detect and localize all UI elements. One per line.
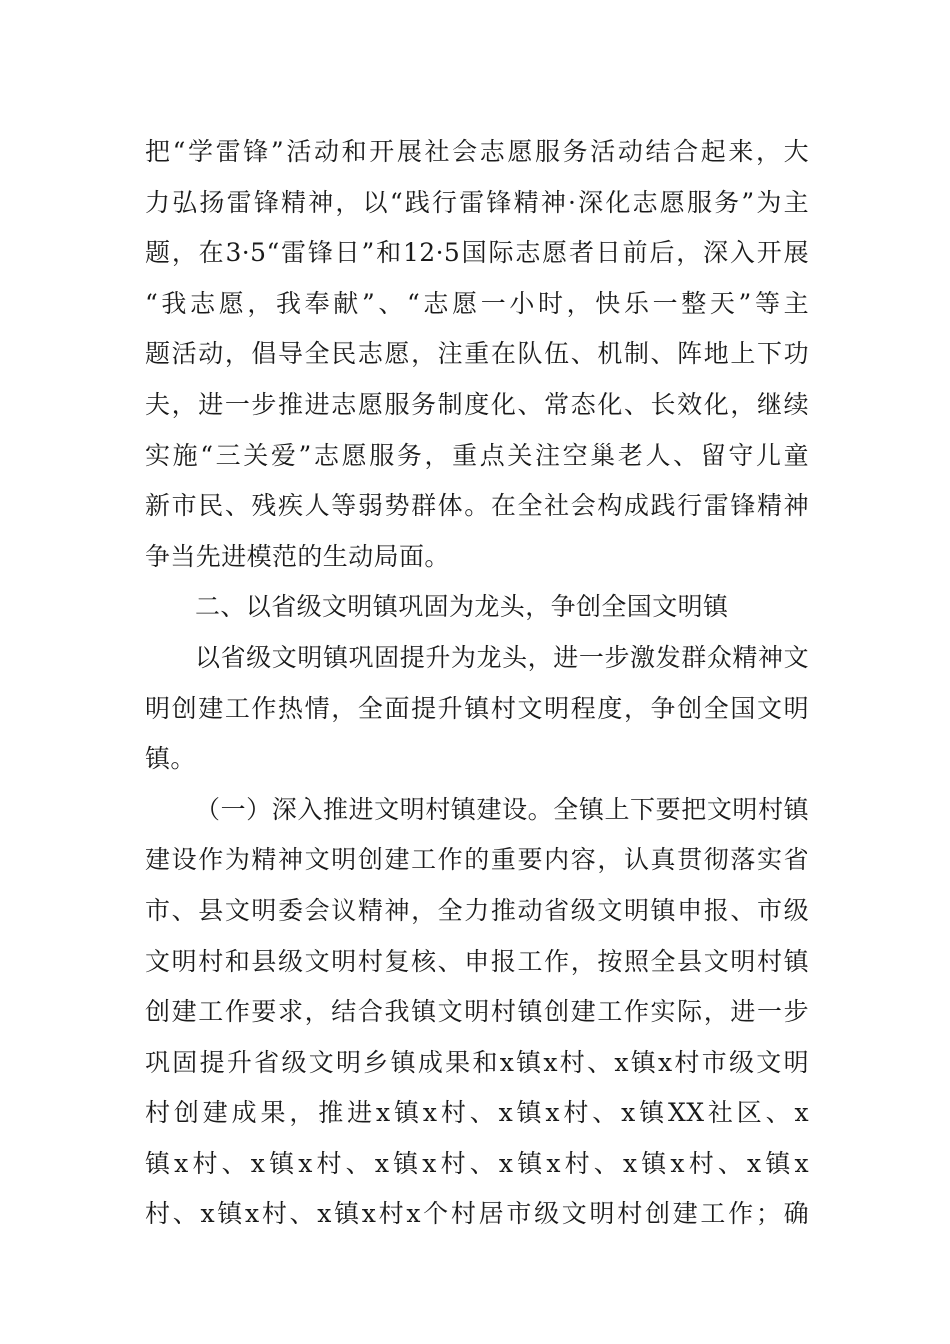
section-heading [145, 582, 809, 633]
text-line: 题，在3·5“雷锋日”和12·5国际志愿者日前后，深入开展 [145, 238, 809, 268]
text-line: 明创建工作热情，全面提升镇村文明程度，争创全国文明 [145, 693, 809, 723]
text-line: 新市民、残疾人等弱势群体。在全社会构成践行雷锋精神 [145, 491, 809, 521]
text-line: 以省级文明镇巩固提升为龙头，进一步激发群众精神文 [195, 642, 809, 672]
text-line: 镇。 [145, 744, 196, 774]
text-line: 力弘扬雷锋精神，以“践行雷锋精神·深化志愿服务”为主 [145, 187, 809, 217]
paragraph-village-town-construction [145, 785, 809, 1240]
text-line: 文明村和县级文明村复核、申报工作，按照全县文明村镇 [145, 946, 809, 976]
text-line: 实施“三关爱”志愿服务，重点关注空巢老人、留守儿童 [145, 440, 809, 470]
text-line: 巩固提升省级文明乡镇成果和x镇x村、x镇x村市级文明 [145, 1047, 809, 1077]
text-line: 建设作为精神文明创建工作的重要内容，认真贯彻落实省 [145, 845, 809, 875]
text-line: 镇x村、x镇x村、x镇x村、x镇x村、x镇x村、x镇x [145, 1148, 809, 1178]
text-line: “我志愿，我奉献”、“志愿一小时，快乐一整天”等主 [145, 288, 809, 318]
paragraph-civilized-town [145, 633, 809, 785]
text-line: 村创建成果，推进x镇x村、x镇x村、x镇XX社区、x [145, 1098, 809, 1128]
text-line: 把“学雷锋”活动和开展社会志愿服务活动结合起来，大 [145, 137, 809, 166]
text-line: 争当先进模范的生动局面。 [145, 541, 450, 571]
text-line: 夫，进一步推进志愿服务制度化、常态化、长效化，继续 [145, 389, 809, 419]
text-line: 创建工作要求，结合我镇文明村镇创建工作实际，进一步 [145, 997, 809, 1027]
text-line: 题活动，倡导全民志愿，注重在队伍、机制、阵地上下功 [145, 339, 809, 369]
text-line: 市、县文明委会议精神，全力推动省级文明镇申报、市级 [145, 895, 809, 925]
paragraph-volunteer-service [145, 127, 809, 582]
text-line: （一）深入推进文明村镇建设。全镇上下要把文明村镇 [195, 794, 809, 824]
document-body [145, 127, 809, 1240]
text-line: 村、x镇x村、x镇x村x个村居市级文明村创建工作；确 [145, 1199, 809, 1229]
section-heading-text: 二、以省级文明镇巩固为龙头，争创全国文明镇 [195, 592, 729, 622]
